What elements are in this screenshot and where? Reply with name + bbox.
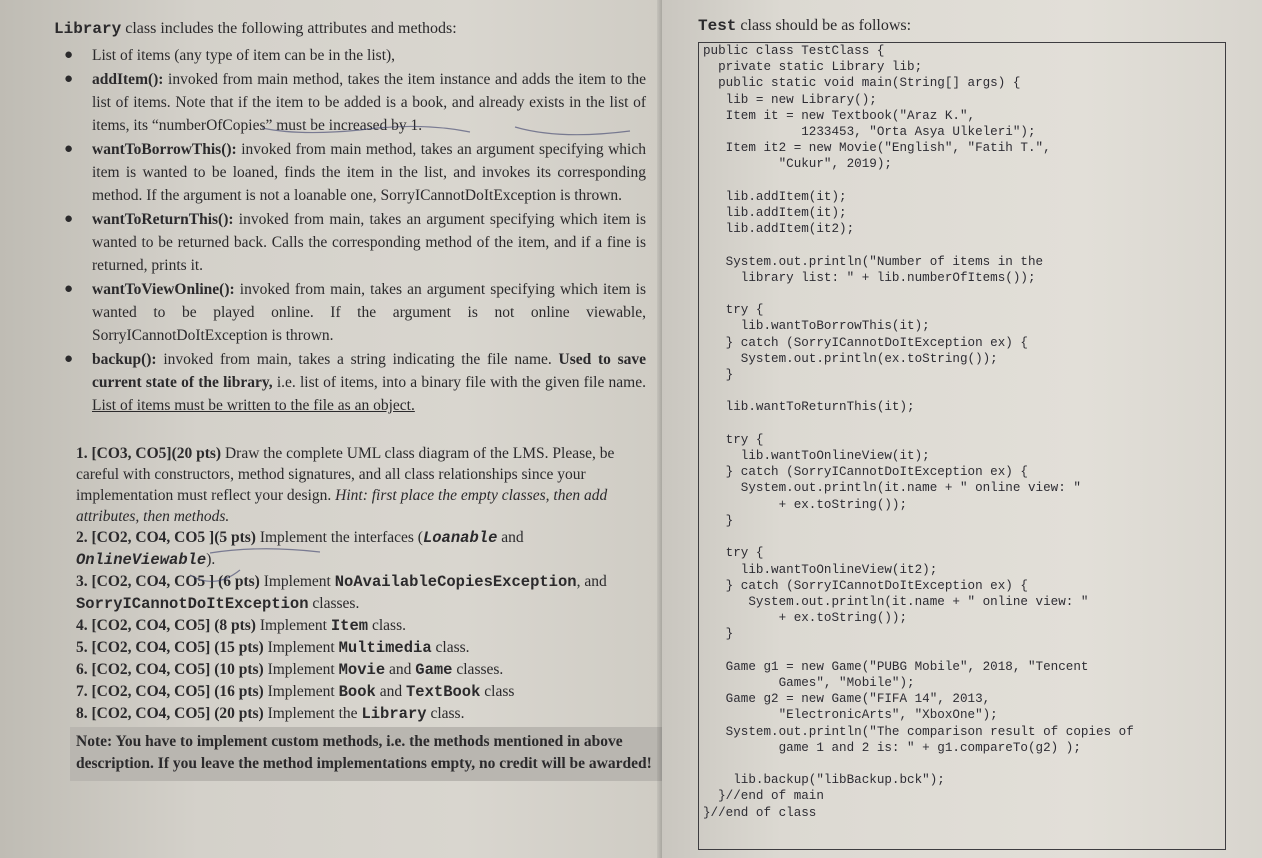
code-line: System.out.println("Number of items in the [703, 254, 1044, 269]
code-line [703, 237, 1225, 253]
list-item-wanttoreturn: ● wantToReturnThis(): invoked from main, takes an argument specifying which item is wanted to be returned back. Calls the corresponding method of the item, and if a fine is returned, prints it. [54, 208, 646, 277]
code-line: game 1 and 2 is: " + g1.compareTo(g2) ); [703, 740, 1081, 755]
code-line: System.out.println(ex.toString()); [703, 351, 998, 366]
method-name: backup(): [92, 351, 157, 368]
code-line: System.out.println(it.name + " online view: " [703, 594, 1089, 609]
code-line: } [703, 627, 734, 642]
code-line: + ex.toString()); [703, 497, 908, 512]
code-line: library list: " + lib.numberOfItems()); [703, 270, 1036, 285]
method-name: wantToViewOnline(): [92, 281, 235, 298]
code-line: lib.addItem(it); [703, 189, 847, 204]
method-name: wantToReturnThis(): [92, 211, 234, 228]
question-5: 5. [CO2, CO4, CO5] (15 pts) Implement Multimedia class. [76, 639, 470, 657]
note-highlight: Note: You have to implement custom methods, i.e. the methods mentioned in above description. If you leave the method implementations empty, no credit will be awarded! [70, 727, 662, 781]
bullet-icon: ● [64, 211, 74, 227]
code-line: lib.wantToReturnThis(it); [703, 400, 915, 415]
attribute-list [54, 44, 646, 417]
list-item-backup: ● backup(): invoked from main, takes a string indicating the file name. Used to save current state of the library, i.e. list of items, into a binary file with the given file name. List of items must be written to the file as an object. [54, 348, 646, 417]
code-line: System.out.println(it.name + " online view: " [703, 481, 1081, 496]
code-line: Item it = new Textbook("Araz K.", [703, 108, 976, 123]
code-line: Game g2 = new Game("FIFA 14", 2013, [703, 692, 991, 707]
code-line: Item it2 = new Movie("English", "Fatih T.", [703, 141, 1051, 156]
question-1: 1. [CO3, CO5](20 pts) Draw the complete UML class diagram of the LMS. Please, be careful with constructors, method signatures, and all class relationships since your implementation must reflect your design. Hint: first place the empty classes, then add attributes, then methods. [76, 445, 615, 525]
code-box [698, 42, 1226, 850]
code-line: lib.wantToBorrowThis(it); [703, 319, 930, 334]
question-4: 4. [CO2, CO4, CO5] (8 pts) Implement Item class. [76, 617, 406, 635]
code-line: }//end of class [703, 805, 817, 820]
code-line: } [703, 368, 734, 383]
question-2: 2. [CO2, CO4, CO5 ](5 pts) Implement the interfaces (Loanable and OnlineViewable). [76, 529, 524, 569]
code-line [703, 286, 1225, 302]
question-list [54, 443, 652, 781]
code-line [703, 529, 1225, 545]
code-line: "Cukur", 2019); [703, 157, 892, 172]
code-line: } [703, 513, 734, 528]
code-line [703, 416, 1225, 432]
library-intro [54, 18, 646, 40]
library-class-name: Library [54, 20, 122, 38]
code-line: "ElectronicArts", "XboxOne"); [703, 708, 998, 723]
test-class-heading: Test class should be as follows: [698, 17, 912, 35]
code-line: lib.wantToOnlineView(it); [703, 449, 930, 464]
bullet-icon: ● [64, 141, 74, 157]
question-3: 3. [CO2, CO4, CO5 ] (6 pts) Implement NoAvailableCopiesException, and SorryICannotDoItException classes. [76, 573, 607, 613]
library-intro-text: class includes the following attributes and methods: [121, 20, 457, 37]
bullet-icon: ● [64, 71, 74, 87]
code-line: try { [703, 432, 764, 447]
list-item-wanttoviewonline: ● wantToViewOnline(): invoked from main, takes an argument specifying which item is wanted to be played online. If the argument is not online viewable, SorryICannotDoItException is thrown. [54, 278, 646, 347]
method-name: wantToBorrowThis(): [92, 141, 237, 158]
code-line: }//end of main [703, 789, 824, 804]
list-item-wanttoborrow: ● wantToBorrowThis(): invoked from main method, takes an argument specifying which item is wanted to be loaned, finds the item in the list, and invokes its corresponding method. If the argument is not a loanable one, SorryICannotDoItException is thrown. [54, 138, 646, 207]
code-line [703, 173, 1225, 189]
hint-text: Hint: first place the empty classes, then add attributes, then methods. [76, 487, 608, 525]
code-line: try { [703, 546, 764, 561]
code-line: lib.wantToOnlineView(it2); [703, 562, 938, 577]
test-class-name: Test [698, 17, 737, 35]
code-line: } catch (SorryICannotDoItException ex) { [703, 578, 1028, 593]
code-line [703, 756, 1225, 772]
bullet-icon: ● [64, 47, 74, 63]
right-page [662, 0, 1262, 858]
code-line: try { [703, 303, 764, 318]
code-line: System.out.println("The comparison result of copies of [703, 724, 1134, 739]
bullet-icon: ● [64, 281, 74, 297]
code-line: public static void main(String[] args) { [703, 76, 1021, 91]
question-6: 6. [CO2, CO4, CO5] (10 pts) Implement Movie and Game classes. [76, 661, 504, 679]
method-name: addItem(): [92, 71, 164, 88]
code-line: lib.addItem(it); [703, 206, 847, 221]
list-item-additem: ● addItem(): invoked from main method, takes the item instance and adds the item to the list of items. Note that if the item to be added is a book, and already exists in the list of items, its “numberOfCopies” must be increased by 1. [54, 68, 646, 137]
code-line: 1233453, "Orta Asya Ulkeleri"); [703, 125, 1036, 140]
code-line: + ex.toString()); [703, 611, 908, 626]
question-7: 7. [CO2, CO4, CO5] (16 pts) Implement Book and TextBook class [76, 683, 515, 701]
code-line: Games", "Mobile"); [703, 675, 915, 690]
code-line: lib.addItem(it2); [703, 222, 855, 237]
code-line: } catch (SorryICannotDoItException ex) { [703, 335, 1028, 350]
list-item-items: ● List of items (any type of item can be in the list), [54, 44, 646, 67]
code-line [703, 383, 1225, 399]
code-line: public class TestClass { [703, 44, 885, 58]
bullet-icon: ● [64, 351, 74, 367]
code-line: lib.backup("libBackup.bck"); [703, 773, 945, 788]
code-line [703, 643, 1225, 659]
code-line: private static Library lib; [703, 60, 923, 75]
question-8: 8. [CO2, CO4, CO5] (20 pts) Implement the Library class. [76, 705, 465, 723]
code-line: lib = new Library(); [703, 92, 877, 107]
code-line: Game g1 = new Game("PUBG Mobile", 2018, "Tencent [703, 659, 1089, 674]
code-line: } catch (SorryICannotDoItException ex) { [703, 465, 1028, 480]
